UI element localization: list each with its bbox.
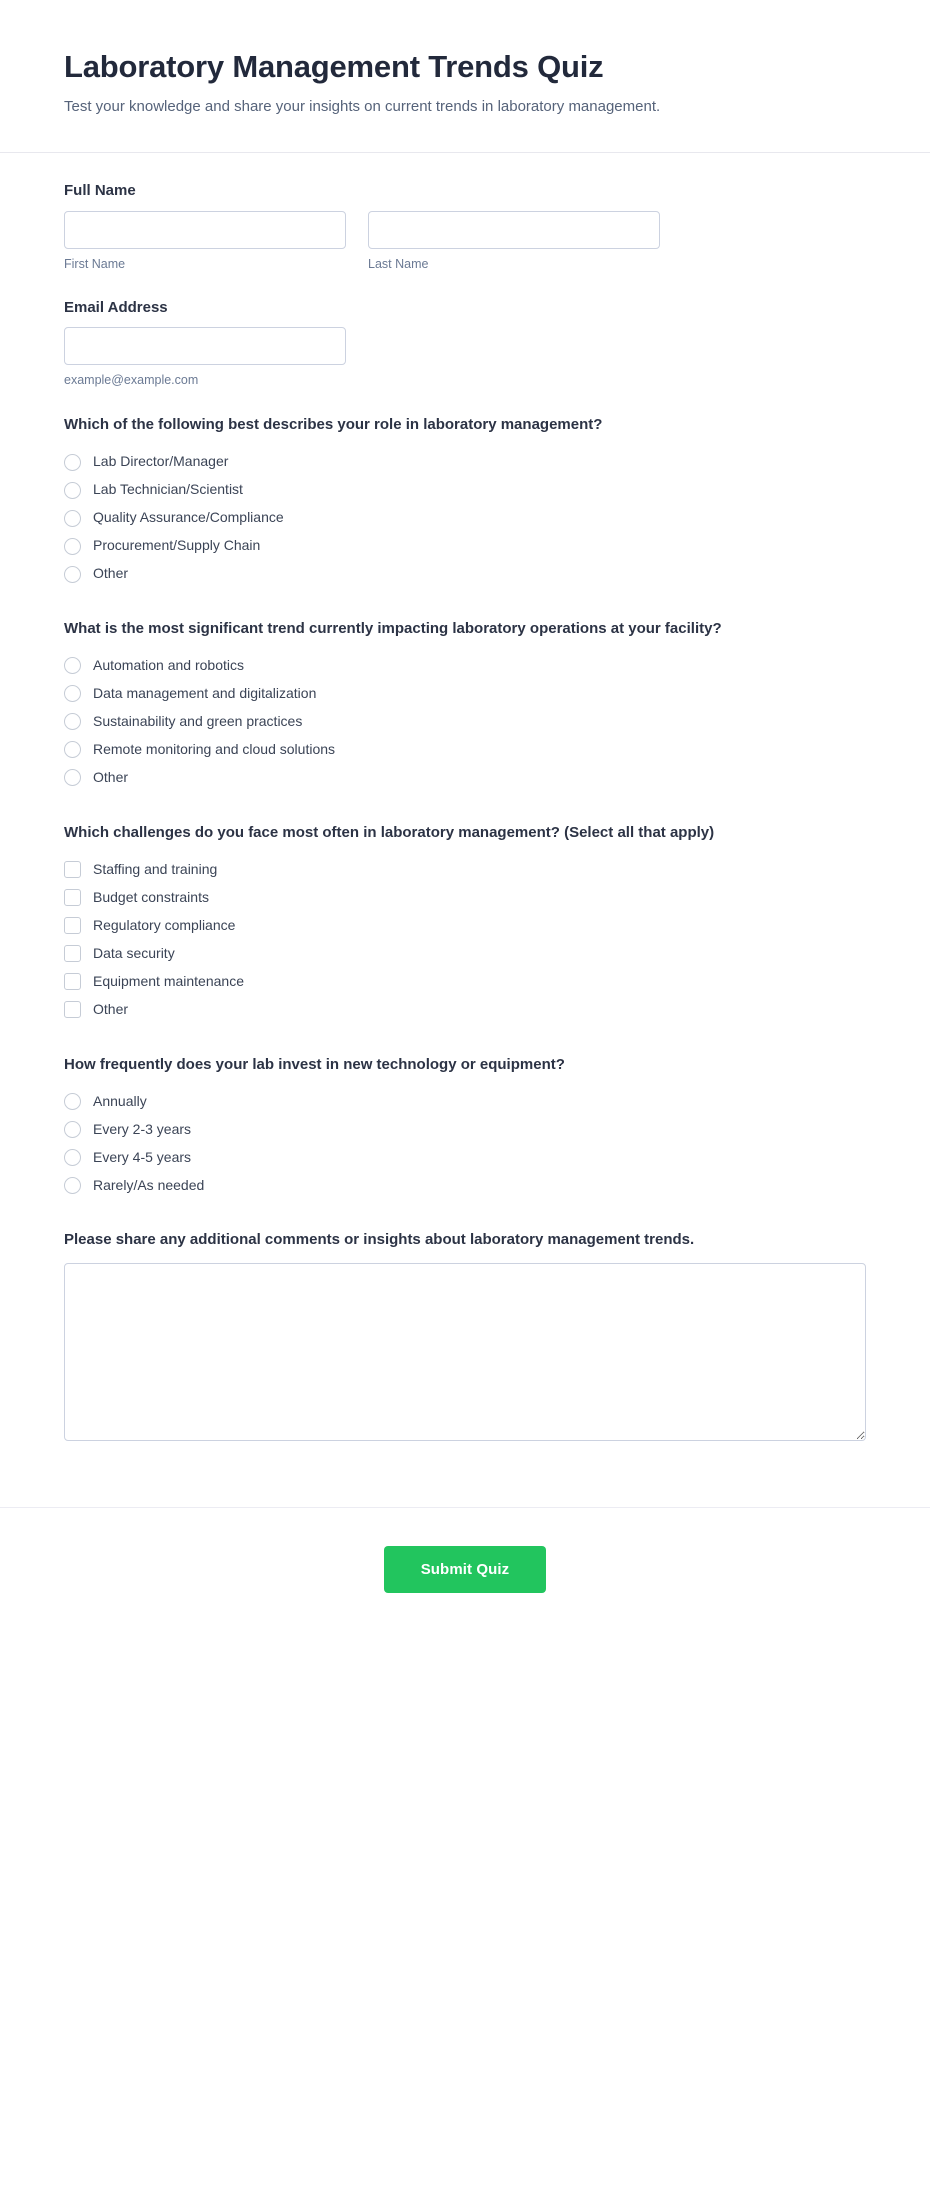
radio-icon[interactable] bbox=[64, 657, 81, 674]
option-label: Procurement/Supply Chain bbox=[93, 537, 261, 554]
radio-icon[interactable] bbox=[64, 1093, 81, 1110]
option-row[interactable] bbox=[64, 764, 866, 792]
option-label: Rarely/As needed bbox=[93, 1176, 205, 1193]
option-row[interactable] bbox=[64, 652, 866, 680]
first-name-sublabel: First Name bbox=[64, 256, 126, 271]
page-subtitle: Test your knowledge and share your insights on current trends in laboratory management. bbox=[64, 98, 661, 116]
form-footer bbox=[0, 1508, 930, 1637]
option-row[interactable] bbox=[64, 736, 866, 764]
option-label: Other bbox=[93, 1000, 129, 1017]
option-label: Other bbox=[93, 565, 129, 582]
option-label: Lab Director/Manager bbox=[93, 453, 229, 470]
option-row[interactable] bbox=[64, 884, 866, 912]
option-row[interactable] bbox=[64, 1115, 866, 1143]
first-name-input[interactable] bbox=[64, 211, 346, 249]
option-label: Lab Technician/Scientist bbox=[93, 481, 243, 498]
option-row[interactable] bbox=[64, 1087, 866, 1115]
checkbox-icon[interactable] bbox=[64, 973, 81, 990]
field-email-address bbox=[64, 298, 866, 389]
option-row[interactable] bbox=[64, 560, 866, 588]
comments-textarea[interactable] bbox=[64, 1263, 866, 1441]
option-row[interactable] bbox=[64, 968, 866, 996]
radio-icon[interactable] bbox=[64, 1149, 81, 1166]
option-label: Other bbox=[93, 769, 129, 786]
radio-icon[interactable] bbox=[64, 685, 81, 702]
question-challenges bbox=[64, 822, 866, 1024]
field-comments bbox=[64, 1229, 866, 1441]
radio-icon[interactable] bbox=[64, 1177, 81, 1194]
option-label: Data security bbox=[93, 944, 175, 961]
submit-quiz-button[interactable]: Submit Quiz bbox=[384, 1546, 546, 1593]
option-row[interactable] bbox=[64, 856, 866, 884]
radio-icon[interactable] bbox=[64, 538, 81, 555]
option-label: Annually bbox=[93, 1092, 147, 1109]
option-row[interactable] bbox=[64, 996, 866, 1024]
comments-label: Please share any additional comments or insights about laboratory management trends. bbox=[64, 1231, 695, 1249]
option-row[interactable] bbox=[64, 1171, 866, 1199]
radio-icon[interactable] bbox=[64, 769, 81, 786]
option-row[interactable] bbox=[64, 680, 866, 708]
option-label: Budget constraints bbox=[93, 888, 209, 905]
option-label: Sustainability and green practices bbox=[93, 713, 303, 730]
last-name-sublabel: Last Name bbox=[368, 256, 429, 271]
question-challenges-label: Which challenges do you face most often in laboratory management? (Select all that apply) bbox=[64, 823, 715, 841]
email-input[interactable] bbox=[64, 327, 346, 365]
option-row[interactable] bbox=[64, 708, 866, 736]
option-row[interactable] bbox=[64, 504, 866, 532]
radio-icon[interactable] bbox=[64, 1121, 81, 1138]
option-label: Every 2-3 years bbox=[93, 1120, 192, 1137]
last-name-input[interactable] bbox=[368, 211, 660, 249]
question-invest-frequency-label: How frequently does your lab invest in new technology or equipment? bbox=[64, 1055, 565, 1073]
option-row[interactable] bbox=[64, 476, 866, 504]
option-label: Automation and robotics bbox=[93, 657, 244, 674]
email-sublabel: example@example.com bbox=[64, 373, 199, 388]
radio-icon[interactable] bbox=[64, 482, 81, 499]
option-label: Equipment maintenance bbox=[93, 972, 244, 989]
full-name-row bbox=[64, 211, 866, 272]
full-name-label: Full Name bbox=[64, 182, 136, 200]
option-label: Data management and digitalization bbox=[93, 685, 317, 702]
option-row[interactable] bbox=[64, 912, 866, 940]
checkbox-icon[interactable] bbox=[64, 917, 81, 934]
option-row[interactable] bbox=[64, 940, 866, 968]
radio-icon[interactable] bbox=[64, 713, 81, 730]
option-label: Quality Assurance/Compliance bbox=[93, 509, 284, 526]
option-label: Staffing and training bbox=[93, 860, 218, 877]
checkbox-icon[interactable] bbox=[64, 889, 81, 906]
checkbox-icon[interactable] bbox=[64, 945, 81, 962]
checkbox-icon[interactable] bbox=[64, 1001, 81, 1018]
question-invest-frequency bbox=[64, 1054, 866, 1200]
question-trend-options bbox=[64, 652, 866, 792]
question-invest-frequency-options bbox=[64, 1087, 866, 1199]
radio-icon[interactable] bbox=[64, 566, 81, 583]
checkbox-icon[interactable] bbox=[64, 861, 81, 878]
option-label: Regulatory compliance bbox=[93, 916, 236, 933]
question-role-label: Which of the following best describes your role in laboratory management? bbox=[64, 416, 603, 434]
page-title: Laboratory Management Trends Quiz bbox=[64, 49, 604, 84]
option-row[interactable] bbox=[64, 532, 866, 560]
option-label: Remote monitoring and cloud solutions bbox=[93, 741, 336, 758]
question-trend bbox=[64, 618, 866, 792]
email-label: Email Address bbox=[64, 298, 168, 316]
field-full-name bbox=[64, 181, 866, 272]
radio-icon[interactable] bbox=[64, 510, 81, 527]
last-name-group bbox=[368, 211, 660, 272]
question-role bbox=[64, 414, 866, 588]
option-label: Every 4-5 years bbox=[93, 1148, 192, 1165]
first-name-group bbox=[64, 211, 346, 272]
radio-icon[interactable] bbox=[64, 741, 81, 758]
option-row[interactable] bbox=[64, 448, 866, 476]
option-row[interactable] bbox=[64, 1143, 866, 1171]
question-challenges-options bbox=[64, 856, 866, 1024]
radio-icon[interactable] bbox=[64, 454, 81, 471]
form-header bbox=[0, 0, 930, 153]
form-body bbox=[0, 153, 930, 1508]
question-role-options bbox=[64, 448, 866, 588]
question-trend-label: What is the most significant trend currently impacting laboratory operations at your facility? bbox=[64, 620, 722, 638]
